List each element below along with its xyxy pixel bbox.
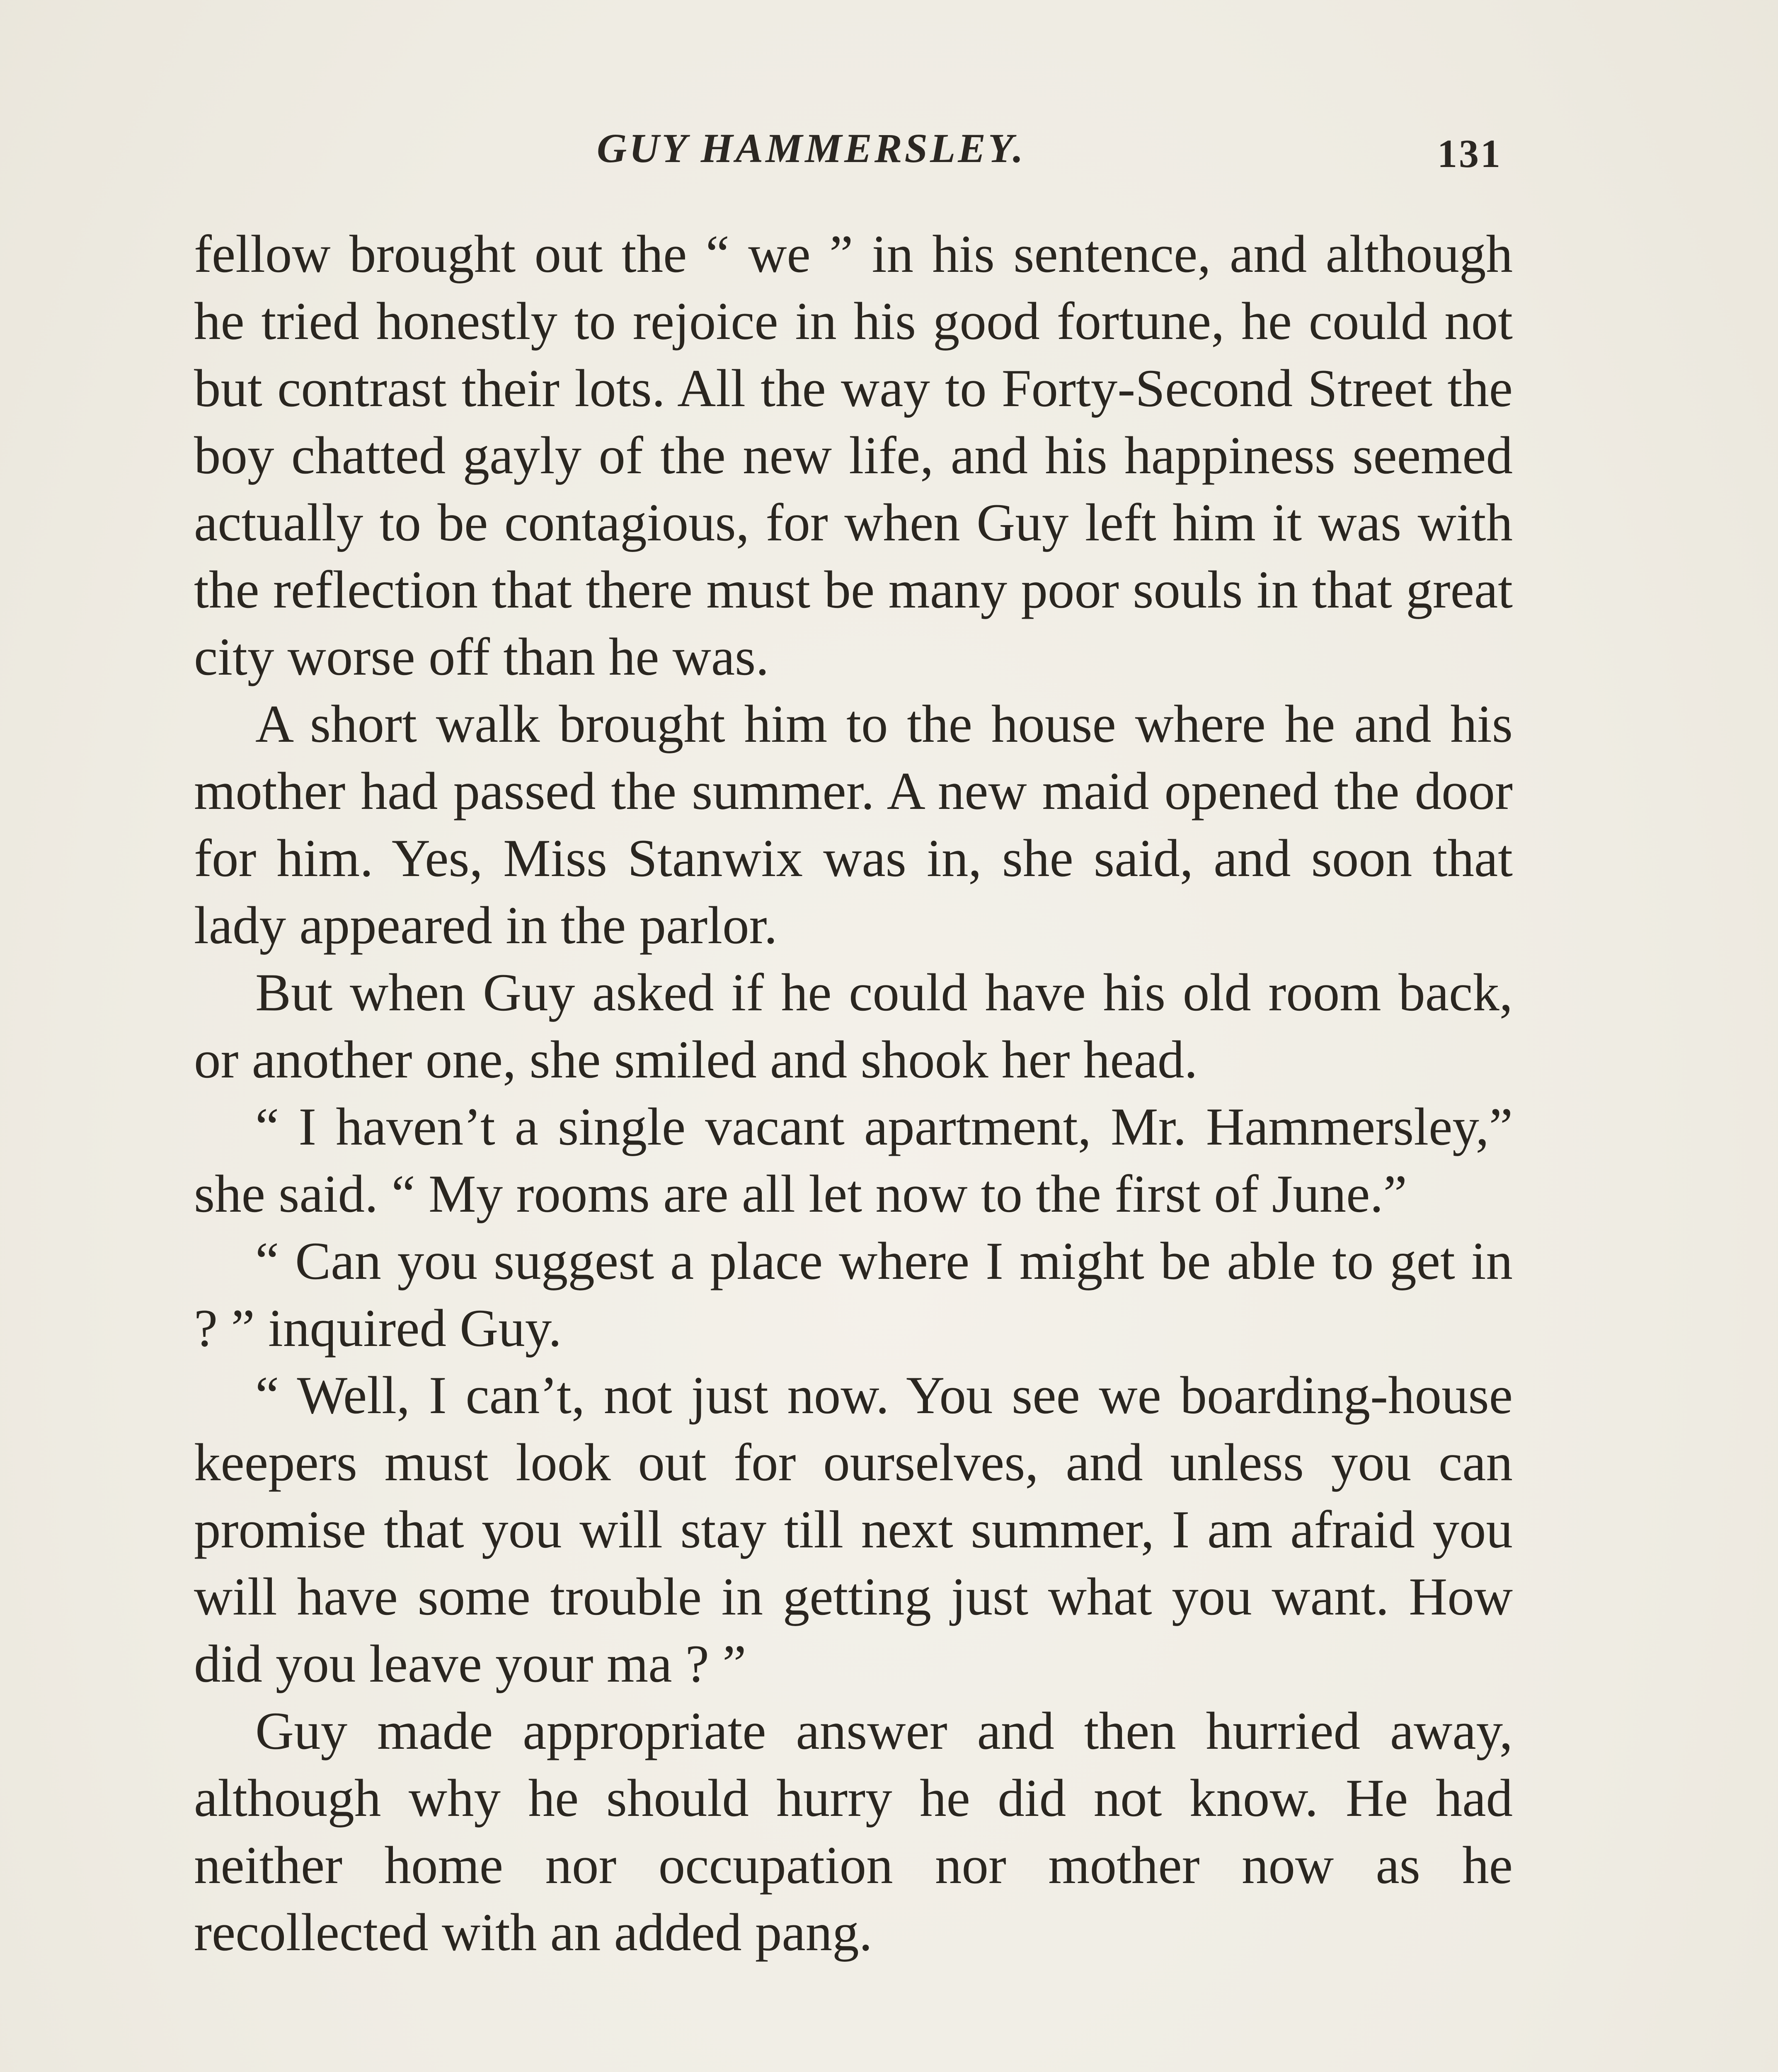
body-text <box>194 220 1513 1966</box>
paragraph-short-walk: A short walk brought him to the house where he and his mother had passed the summer. A new maid opened the door for him. Yes, Miss Stanwix was in, she said, and soon that lady appeared in the parlor. <box>194 694 1513 955</box>
running-title: GUY HAMMERSLEY. <box>597 125 1026 171</box>
paragraph-vacant-apartment: “ I haven’t a single vacant apartment, Mr. Hammersley,” she said. “ My rooms are all let now to the first of June.” <box>194 1097 1513 1223</box>
paragraph-suggest-place: “ Can you suggest a place where I might be able to get in ? ” inquired Guy. <box>194 1231 1513 1358</box>
paragraph-old-room: But when Guy asked if he could have his old room back, or another one, she smiled and shook her head. <box>194 963 1513 1089</box>
page-number: 131 <box>1437 131 1502 176</box>
paragraph-continuation: fellow brought out the “ we ” in his sentence, and although he tried honestly to rejoice in his good fortune, he could not but contrast their lots. All the way to Forty-Second Street the boy chatted gayly of the new life, and his happiness seemed actually to be contagious, for when Guy left him it was with the reflection that there must be many poor souls in that great city worse off than he was. <box>194 224 1513 686</box>
paragraph-boarding-house: “ Well, I can’t, not just now. You see we boarding-house keepers must look out for ourselves, and unless you can promise that you will stay till next summer, I am afraid you will have some trouble in getting just what you want. How did you leave your ma ? ” <box>194 1365 1513 1693</box>
paragraph-hurried-away: Guy made appropriate answer and then hurried away, although why he should hurry he did not know. He had neither home nor occupation nor mother now as he recollected with an added pang. <box>194 1701 1513 1962</box>
